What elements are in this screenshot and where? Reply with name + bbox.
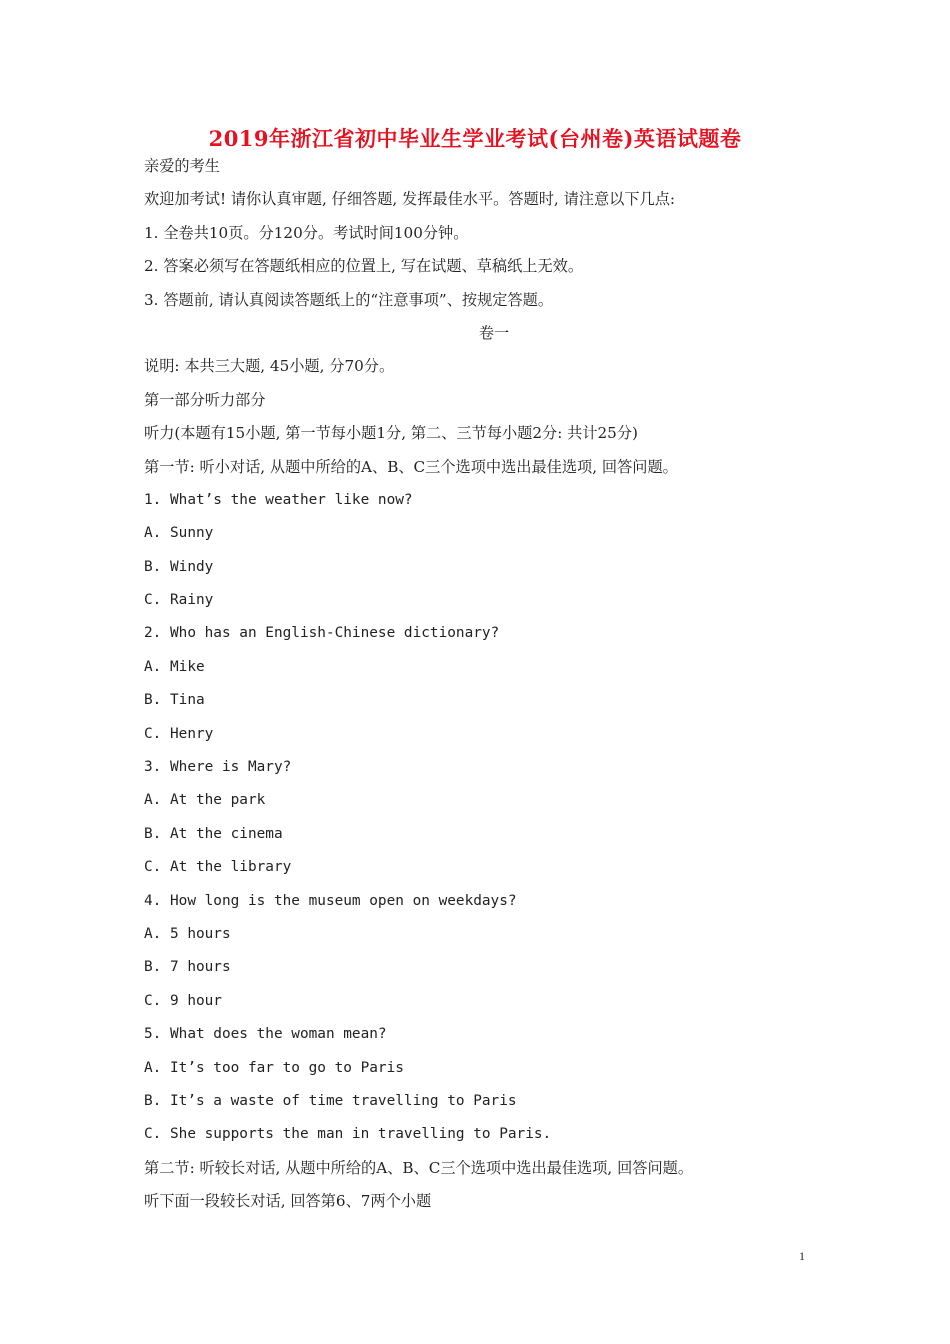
note-item: 2. 答案必须写在答题纸相应的位置上, 写在试题、草稿纸上无效。 — [144, 257, 584, 276]
option-b: B. It’s a waste of time travelling to Paris — [144, 1092, 517, 1109]
note-item: 3. 答题前, 请认真阅读答题纸上的“注意事项”、按规定答题。 — [144, 290, 554, 309]
option-a: A. 5 hours — [144, 925, 231, 942]
question-text: 5. What does the woman mean? — [144, 1026, 387, 1043]
note-item: 1. 全卷共10页。分120分。考试时间100分钟。 — [144, 223, 469, 242]
page-number: 1 — [799, 1249, 805, 1263]
option-b: B. Windy — [144, 558, 214, 575]
option-b: B. Tina — [144, 692, 205, 709]
option-c: C. She supports the man in travelling to Paris. — [144, 1126, 552, 1143]
section-heading: 第二节: 听较长对话, 从题中所给的A、B、C三个选项中选出最佳选项, 回答问题。 — [144, 1158, 694, 1177]
option-b: B. At the cinema — [144, 825, 283, 842]
part-heading: 第一部分听力部分 — [144, 390, 266, 409]
section-instruction: 听下面一段较长对话, 回答第6、7两个小题 — [144, 1192, 432, 1211]
option-a: A. It’s too far to go to Paris — [144, 1059, 404, 1076]
option-c: C. Henry — [144, 725, 214, 742]
section-heading: 第一节: 听小对话, 从题中所给的A、B、C三个选项中选出最佳选项, 回答问题。 — [144, 457, 678, 476]
welcome-text: 欢迎加考试! 请你认真审题, 仔细答题, 发挥最佳水平。答题时, 请注意以下几点: — [144, 190, 676, 209]
question-text: 3. Where is Mary? — [144, 759, 292, 776]
option-a: A. Sunny — [144, 525, 214, 542]
option-a: A. Mike — [144, 658, 205, 675]
option-b: B. 7 hours — [144, 959, 231, 976]
document-body — [144, 150, 844, 1219]
greeting: 亲爱的考生 — [144, 157, 220, 175]
volume-heading: 卷一 — [478, 323, 510, 342]
question-text: 2. Who has an English-Chinese dictionary? — [144, 625, 500, 642]
question-text: 4. How long is the museum open on weekdays? — [144, 892, 517, 909]
option-c: C. At the library — [144, 859, 292, 876]
document-title: 2019年浙江省初中毕业生学业考试(台州卷)英语试题卷 — [208, 126, 742, 151]
question-text: 1. What’s the weather like now? — [144, 491, 413, 508]
option-c: C. 9 hour — [144, 992, 222, 1009]
option-c: C. Rainy — [144, 592, 214, 609]
volume-description: 说明: 本共三大题, 45小题, 分70分。 — [144, 357, 395, 376]
option-a: A. At the park — [144, 792, 266, 809]
listening-info: 听力(本题有15小题, 第一节每小题1分, 第二、三节每小题2分: 共计25分) — [144, 424, 638, 443]
